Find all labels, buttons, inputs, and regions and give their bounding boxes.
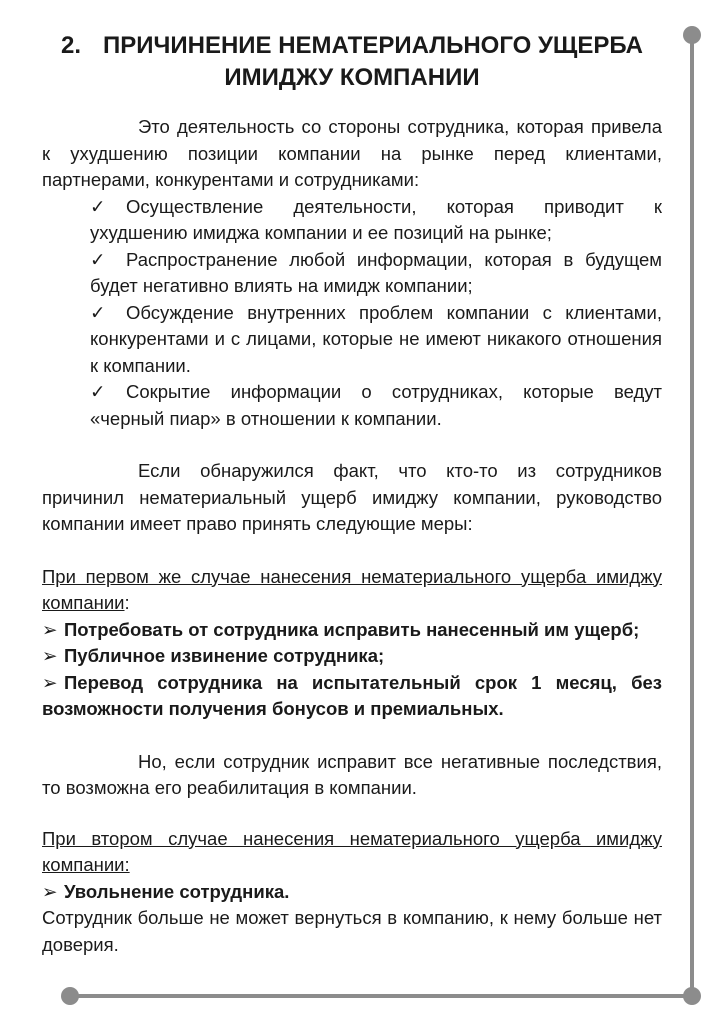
frame-dot-top [683, 26, 701, 44]
list-item-text: Обсуждение внутренних проблем компании с клиентами, конкурентами и с лицами, которые не имеют никакого отношения к компании. [90, 301, 662, 376]
list-item [90, 194, 662, 247]
list-item [42, 670, 662, 723]
list-item-text: Осуществление деятельности, которая приводит к ухудшению имиджа компании и ее позиций на рынке; [90, 195, 662, 243]
list-item [42, 617, 662, 644]
arrow-icon: ➢ [42, 671, 58, 693]
frame-dot-bottom-right [683, 987, 701, 1005]
list-item [42, 879, 662, 906]
checkmark-icon: ✓ [90, 195, 106, 217]
checkmark-icon: ✓ [90, 381, 106, 402]
list-item-text: Сокрытие информации о сотрудниках, которые ведут «черный пиар» в отношении к компании. [90, 381, 662, 429]
intro-paragraph: Это деятельность со стороны сотрудника, которая привела к ухудшению позиции компании на рынке перед клиентами, партнерами, конкурентами и сотрудниками: [42, 116, 662, 190]
list-item [90, 300, 662, 380]
second-case-list [42, 879, 662, 906]
list-item-text: Распространение любой информации, которая в будущем будет негативно влиять на имидж компании; [90, 248, 662, 296]
list-item [42, 643, 662, 670]
section-number: 2. [60, 32, 81, 59]
frame-dot-bottom-left [61, 987, 79, 1005]
check-list [42, 194, 662, 433]
list-item-text: Увольнение сотрудника. [64, 880, 290, 902]
document-body [42, 30, 662, 958]
first-case-heading-text: При первом же случае нанесения нематериального ущерба имиджу компании [42, 565, 662, 613]
first-case-list [42, 617, 662, 723]
list-item-text: Публичное извинение сотрудника; [64, 645, 385, 666]
arrow-icon: ➢ [42, 880, 58, 902]
measures-paragraph: Если обнаружился факт, что кто-то из сотрудников причинил нематериальный ущерб имиджу компании, руководство компании имеет право принять следующие меры: [42, 460, 662, 534]
first-case-heading-colon: : [124, 592, 130, 613]
arrow-icon: ➢ [42, 645, 58, 666]
rehab-paragraph: Но, если сотрудник исправит все негативные последствия, то возможна его реабилитация в компании. [42, 750, 662, 798]
checkmark-icon: ✓ [90, 248, 106, 270]
list-item-text: Потребовать от сотрудника исправить нанесенный им ущерб; [64, 618, 640, 640]
checkmark-icon: ✓ [90, 301, 106, 323]
arrow-icon: ➢ [42, 618, 58, 640]
section-title [42, 30, 662, 94]
list-item [90, 379, 662, 432]
list-item [90, 247, 662, 300]
list-item-text: Перевод сотрудника на испытательный срок 1 месяц, без возможности получения бонусов и премиальных. [42, 671, 662, 719]
frame-vertical-line [690, 34, 694, 996]
second-case-note: Сотрудник больше не может вернуться в компанию, к нему больше нет доверия. [42, 907, 662, 955]
second-case-heading: При втором случае нанесения нематериального ущерба имиджу компании: [42, 827, 662, 875]
section-heading-text: ПРИЧИНЕНИЕ НЕМАТЕРИАЛЬНОГО УЩЕРБА ИМИДЖУ КОМПАНИИ [102, 32, 644, 91]
first-case-heading [42, 564, 662, 617]
frame-horizontal-line [70, 994, 692, 998]
